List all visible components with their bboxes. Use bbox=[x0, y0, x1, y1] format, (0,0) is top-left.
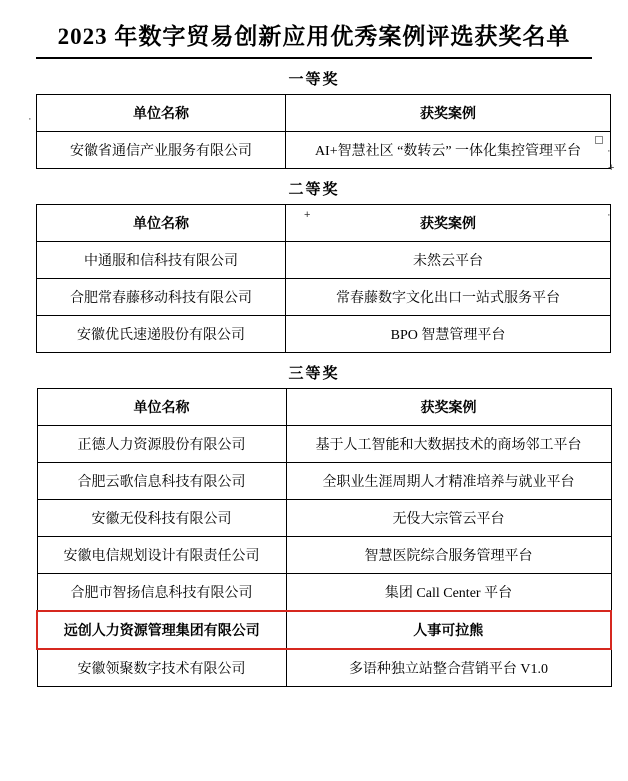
cell-unit: 安徽无伇科技有限公司 bbox=[37, 500, 286, 537]
resize-handle[interactable] bbox=[595, 136, 603, 144]
cell-case: AI+智慧社区 “数转云” 一体化集控管理平台 bbox=[286, 132, 611, 169]
table-row bbox=[37, 649, 611, 687]
cell-unit: 合肥市智扬信息科技有限公司 bbox=[37, 574, 286, 612]
table-row bbox=[37, 426, 611, 463]
cell-unit: 安徽电信规划设计有限责任公司 bbox=[37, 537, 286, 574]
cell-case: 智慧医院综合服务管理平台 bbox=[286, 537, 611, 574]
cell-case: 人事可拉熊 bbox=[286, 611, 611, 649]
edit-mark-dot-right-2: · bbox=[607, 209, 611, 221]
table-row bbox=[37, 316, 611, 353]
column-header-unit: 单位名称 bbox=[37, 205, 286, 242]
cell-unit: 合肥常春藤移动科技有限公司 bbox=[37, 279, 286, 316]
column-header-case: 获奖案例 bbox=[286, 389, 611, 426]
cell-case: 常春藤数字文化出口一站式服务平台 bbox=[286, 279, 611, 316]
column-header-unit: 单位名称 bbox=[37, 389, 286, 426]
award-table-third bbox=[36, 388, 612, 687]
cell-case: BPO 智慧管理平台 bbox=[286, 316, 611, 353]
table-row bbox=[37, 500, 611, 537]
table-row bbox=[37, 242, 611, 279]
table-row-highlighted bbox=[37, 611, 611, 649]
edit-mark-dot: · bbox=[28, 113, 32, 125]
section-heading-first: 一等奖 bbox=[288, 72, 340, 88]
page-title: 2023 年数字贸易创新应用优秀案例评选获奖名单 bbox=[57, 24, 571, 49]
table-row bbox=[37, 537, 611, 574]
cell-case: 未然云平台 bbox=[286, 242, 611, 279]
cell-unit: 远创人力资源管理集团有限公司 bbox=[37, 611, 286, 649]
cell-case: 集团 Call Center 平台 bbox=[286, 574, 611, 612]
section-heading-third: 三等奖 bbox=[288, 366, 340, 382]
cell-unit: 安徽领聚数字技术有限公司 bbox=[37, 649, 286, 687]
edit-mark-dot-right: · bbox=[607, 145, 611, 157]
document-page bbox=[0, 18, 628, 781]
cell-unit: 中通服和信科技有限公司 bbox=[37, 242, 286, 279]
table-row bbox=[37, 132, 611, 169]
cell-unit: 正德人力资源股份有限公司 bbox=[37, 426, 286, 463]
table-header-row bbox=[37, 389, 611, 426]
cell-unit: 安徽省通信产业服务有限公司 bbox=[37, 132, 286, 169]
table-row bbox=[37, 463, 611, 500]
cell-case: 基于人工智能和大数据技术的商场邻工平台 bbox=[286, 426, 611, 463]
column-header-unit: 单位名称 bbox=[37, 95, 286, 132]
award-section-second bbox=[36, 178, 592, 353]
award-table-second bbox=[36, 204, 611, 353]
edit-mark-plus-center: + bbox=[304, 209, 311, 221]
award-section-first bbox=[36, 68, 592, 169]
table-row bbox=[37, 574, 611, 612]
table-row bbox=[37, 279, 611, 316]
column-header-case: 获奖案例 bbox=[286, 95, 611, 132]
edit-mark-plus-right: + bbox=[608, 162, 615, 174]
award-section-third bbox=[36, 362, 592, 687]
cell-case: 多语种独立站整合营销平台 V1.0 bbox=[286, 649, 611, 687]
cell-case: 无伇大宗管云平台 bbox=[286, 500, 611, 537]
title-divider bbox=[36, 57, 592, 59]
cell-case: 全职业生涯周期人才精准培养与就业平台 bbox=[286, 463, 611, 500]
table-header-row bbox=[37, 205, 611, 242]
column-header-case: 获奖案例 bbox=[286, 205, 611, 242]
cell-unit: 合肥云歌信息科技有限公司 bbox=[37, 463, 286, 500]
section-heading-second: 二等奖 bbox=[288, 182, 340, 198]
cell-unit: 安徽优氏速递股份有限公司 bbox=[37, 316, 286, 353]
award-table-first bbox=[36, 94, 611, 169]
table-header-row bbox=[37, 95, 611, 132]
